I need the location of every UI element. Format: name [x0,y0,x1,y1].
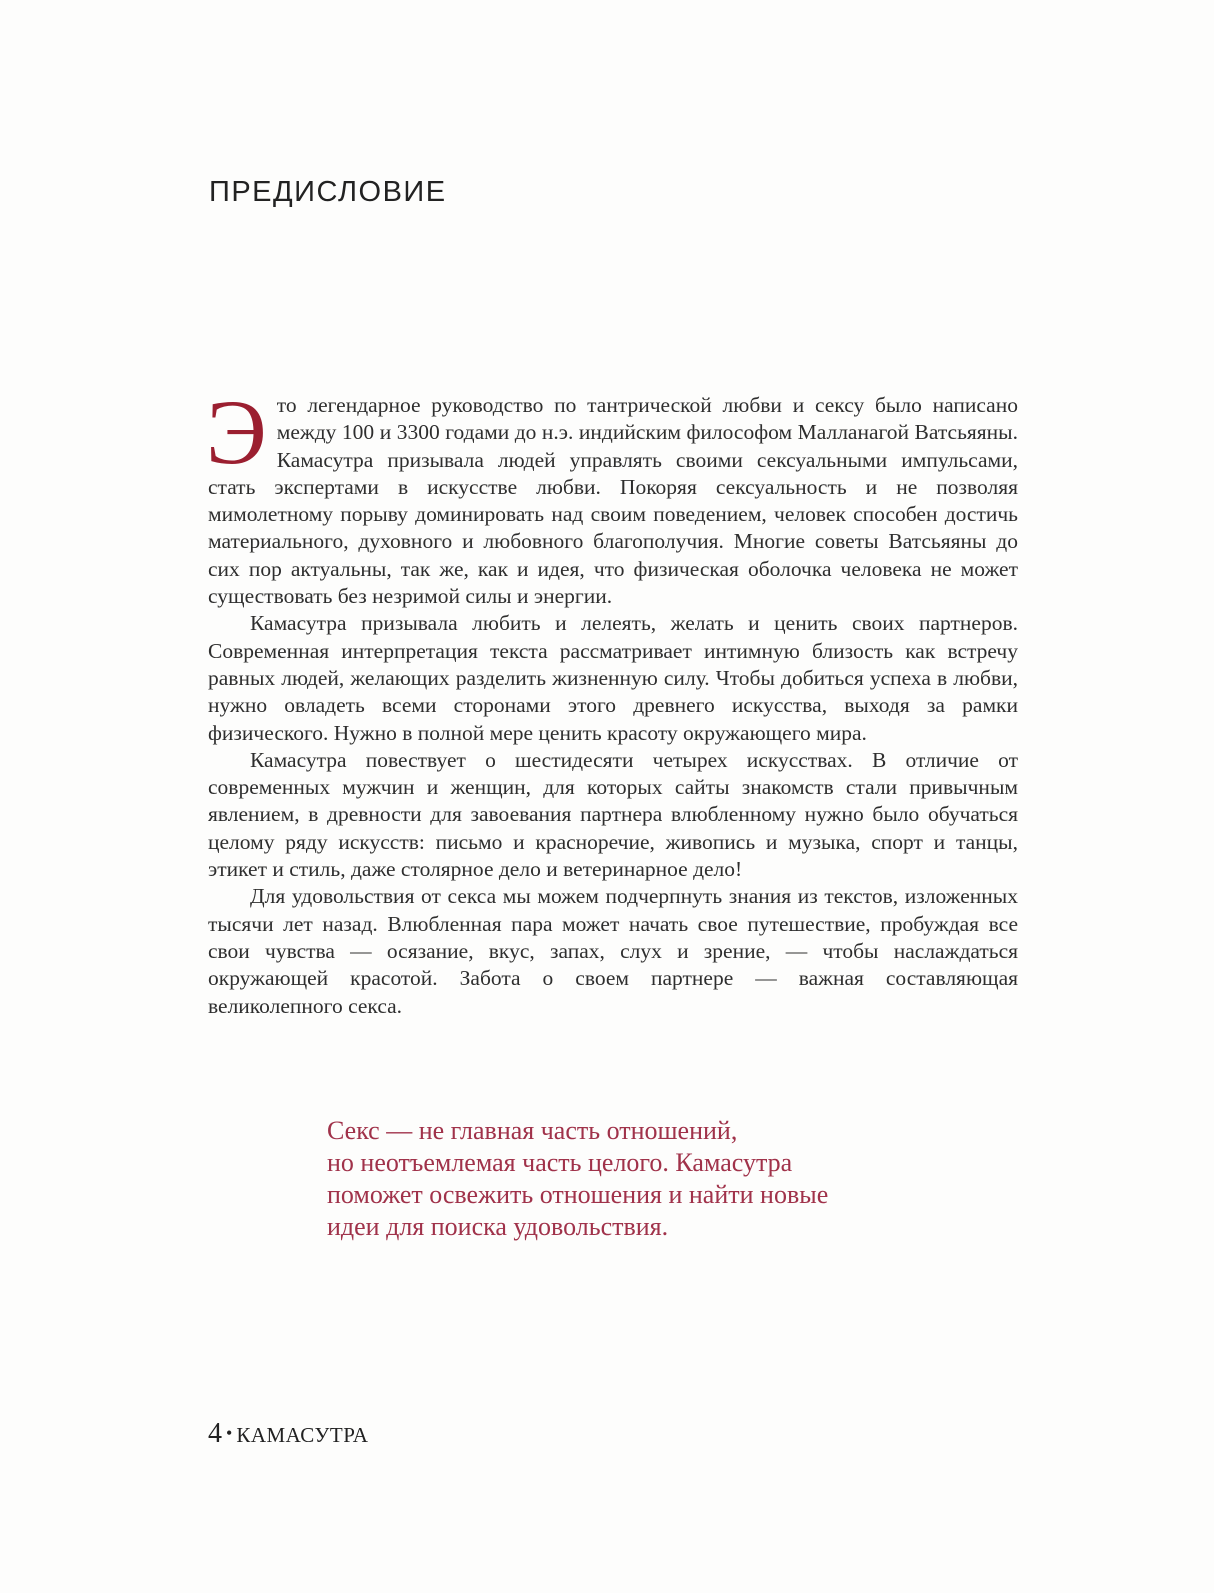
page-number: 4 [208,1418,222,1449]
paragraph-3: Камасутра повествует о шестидесяти четырех искусствах. В отличие от современных мужчин и женщин, для которых сайты знакомств стали привычным явлением, в древности для завоевания партнера влюбленному нужно было обучаться целому ряду искусств: письмо и красноречие, живопись и музыка, спорт и танцы, этикет и стиль, даже столярное дело и ветеринарное дело! [208,747,1018,882]
quote-line: идеи для поиска удовольствия. [327,1212,669,1241]
paragraph-1 [206,381,1018,610]
article-body [206,381,1018,1020]
page-footer [208,1418,368,1450]
page-title: ПРЕДИСЛОВИЕ [209,176,447,208]
quote-line: но неотъемлемая часть целого. Камасутра [327,1148,793,1177]
footer-separator: • [226,1423,233,1443]
paragraph-1-text: то легендарное руководство по тантрической любви и сексу было написано между 100 и 3300 годами до н.э. индийским философом Малланагой Ватсьяяны. Камасутра призывала людей управлять своими сексуальными импульсами, стать экспертами в искусстве любви. Покоряя сексуальность и не позволяя мимолетному порыву доминировать над своим поведением, человек способен достичь материального, духовного и любовного благополучия. Многие советы Ватсьяяны до сих пор актуальны, так же, как и идея, что физическая оболочка человека не может существовать без незримой силы и энергии. [208,393,1018,609]
running-title: КАМАСУТРА [236,1423,369,1447]
paragraph-2: Камасутра призывала любить и лелеять, желать и ценить своих партнеров. Современная интерпретация текста рассматривает интимную близость как встречу равных людей, желающих разделить жизненную силу. Чтобы добиться успеха в любви, нужно овладеть всеми сторонами этого древнего искусства, выходя за рамки физического. Нужно в полной мере ценить красоту окружающего мира. [208,611,1018,745]
quote-line: Секс — не главная часть отношений, [327,1116,738,1145]
drop-cap: Э [206,381,267,483]
quote-line: поможет освежить отношения и найти новые [327,1180,829,1209]
pull-quote [327,1115,927,1243]
paragraph-4: Для удовольствия от секса мы можем подчерпнуть знания из текстов, изложенных тысячи лет назад. Влюбленная пара может начать свое путешествие, пробуждая все свои чувства — осязание, вкус, запах, слух и зрение, — чтобы наслаждаться окружающей красотой. Забота о своем партнере — важная составляющая великолепного секса. [208,884,1018,1018]
